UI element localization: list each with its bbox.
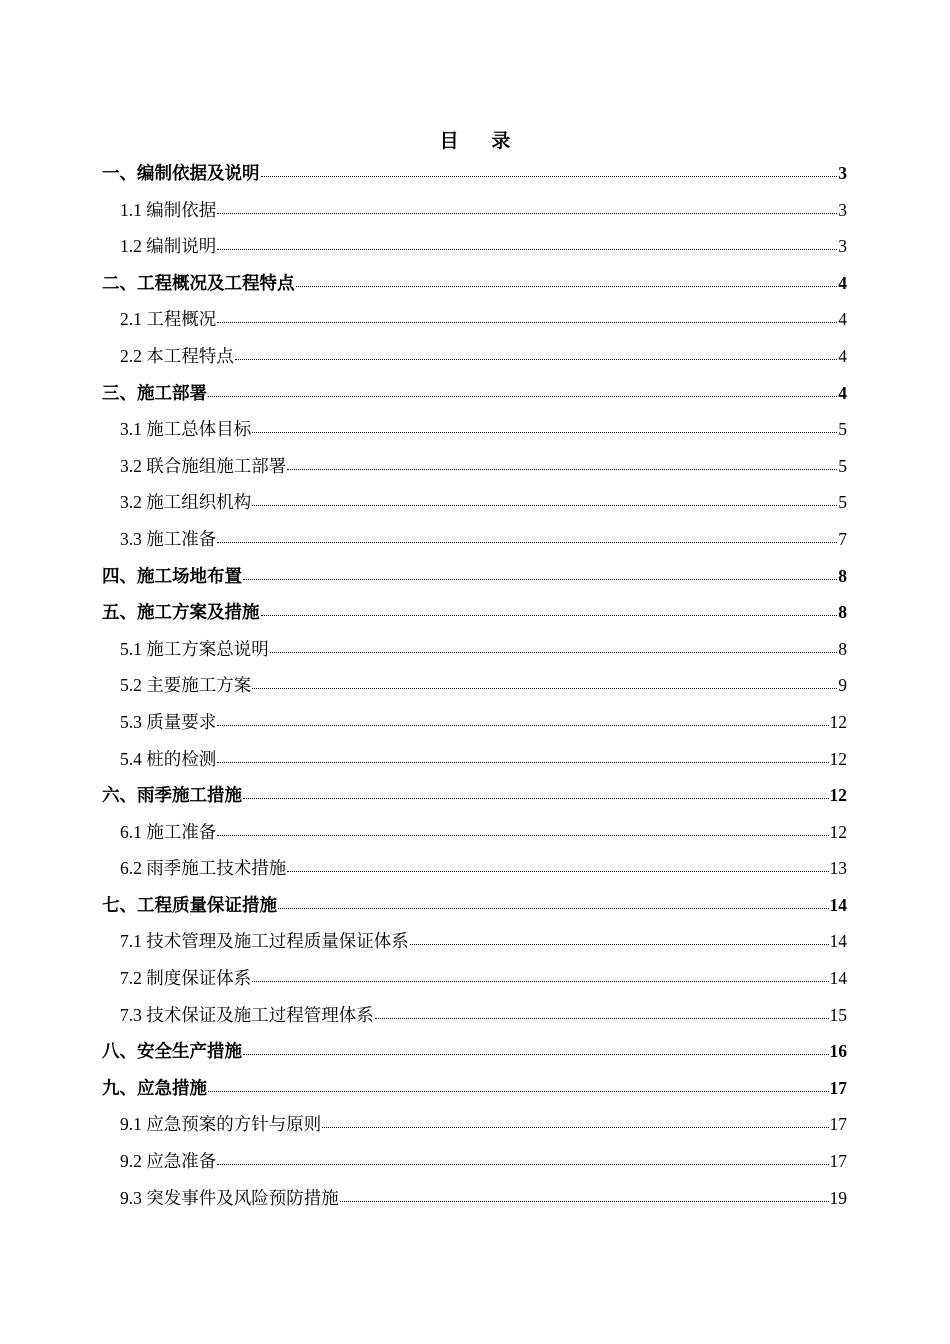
toc-entry-label: 二、工程概况及工程特点 [102,272,295,293]
toc-entry-label: 四、施工场地布置 [102,565,242,586]
toc-entry-label: 3.3 施工准备 [120,528,217,549]
toc-dot-leader [340,1200,829,1202]
toc-chapter-entry[interactable] [102,265,847,302]
toc-dot-leader [243,1053,829,1055]
toc-chapter-entry[interactable] [102,594,847,631]
toc-section-entry[interactable] [102,850,847,887]
toc-page-number: 3 [838,163,847,183]
toc-dot-leader [217,248,837,250]
toc-section-entry[interactable] [102,301,847,338]
toc-page-number: 8 [838,638,847,659]
toc-dot-leader [270,651,838,653]
toc-dot-leader [296,285,838,287]
toc-dot-leader [261,175,838,177]
toc-dot-leader [217,834,828,836]
toc-chapter-entry[interactable] [102,777,847,814]
toc-page-number: 5 [838,492,847,513]
table-of-contents [102,155,847,1216]
toc-entry-label: 1.1 编制依据 [120,199,217,220]
toc-entry-label: 9.3 突发事件及风险预防措施 [120,1187,339,1208]
toc-page-number: 12 [829,748,847,769]
toc-entry-label: 五、施工方案及措施 [102,602,260,623]
toc-section-entry[interactable] [102,484,847,521]
toc-dot-leader [252,431,837,433]
toc-section-entry[interactable] [102,923,847,960]
toc-entry-label: 5.2 主要施工方案 [120,675,252,696]
toc-section-entry[interactable] [102,667,847,704]
toc-dot-leader [252,504,837,506]
toc-entry-label: 7.2 制度保证体系 [120,968,252,989]
toc-page-number: 17 [829,1077,847,1098]
toc-chapter-entry[interactable] [102,1033,847,1070]
toc-entry-label: 9.1 应急预案的方针与原则 [120,1114,322,1135]
toc-dot-leader [217,724,828,726]
toc-page-number: 5 [838,455,847,476]
toc-entry-label: 一、编制依据及说明 [102,163,260,183]
toc-entry-label: 2.2 本工程特点 [120,345,234,366]
toc-entry-label: 2.1 工程概况 [120,309,217,330]
toc-chapter-entry[interactable] [102,375,847,412]
toc-entry-label: 7.1 技术管理及施工过程质量保证体系 [120,931,409,952]
toc-dot-leader [410,943,829,945]
toc-section-entry[interactable] [102,741,847,778]
toc-dot-leader [243,578,837,580]
toc-entry-label: 九、应急措施 [102,1077,207,1098]
toc-section-entry[interactable] [102,997,847,1034]
toc-entry-label: 六、雨季施工措施 [102,785,242,806]
toc-page-number: 12 [829,821,847,842]
toc-page-number: 14 [829,968,847,989]
toc-dot-leader [208,1090,829,1092]
toc-dot-leader [252,980,828,982]
toc-dot-leader [287,468,837,470]
toc-section-entry[interactable] [102,1106,847,1143]
toc-page-number: 16 [829,1041,847,1062]
toc-entry-label: 3.2 施工组织机构 [120,492,252,513]
toc-entry-label: 6.2 雨季施工技术措施 [120,858,287,879]
toc-chapter-entry[interactable] [102,558,847,595]
toc-page-number: 4 [838,382,847,403]
toc-dot-leader [208,395,837,397]
toc-page-number: 19 [829,1187,847,1208]
toc-page-number: 4 [838,345,847,366]
toc-dot-leader [375,1017,829,1019]
toc-page-number: 14 [829,931,847,952]
toc-title: 目 录 [439,131,525,152]
toc-section-entry[interactable] [102,411,847,448]
toc-page-number: 8 [838,565,847,586]
toc-section-entry[interactable] [102,521,847,558]
toc-entry-label: 三、施工部署 [102,382,207,403]
toc-page-number: 9 [838,675,847,696]
toc-chapter-entry[interactable] [102,1070,847,1107]
toc-entry-label: 1.2 编制说明 [120,236,217,257]
toc-section-entry[interactable] [102,448,847,485]
toc-page-number: 3 [838,236,847,257]
toc-entry-label: 7.3 技术保证及施工过程管理体系 [120,1004,374,1025]
toc-dot-leader [217,1163,828,1165]
toc-entry-label: 3.2 联合施组施工部署 [120,455,287,476]
toc-section-entry[interactable] [102,338,847,375]
toc-page-number: 4 [838,272,847,293]
toc-entry-label: 八、安全生产措施 [102,1041,242,1062]
toc-section-entry[interactable] [102,228,847,265]
toc-section-entry[interactable] [102,631,847,668]
toc-dot-leader [252,687,837,689]
toc-dot-leader [278,907,829,909]
toc-entry-label: 5.1 施工方案总说明 [120,638,269,659]
toc-section-entry[interactable] [102,192,847,229]
toc-section-entry[interactable] [102,814,847,851]
toc-section-entry[interactable] [102,1180,847,1217]
toc-entry-label: 5.4 桩的检测 [120,748,217,769]
toc-dot-leader [261,614,838,616]
toc-page-number: 14 [829,894,847,915]
toc-entry-label: 3.1 施工总体目标 [120,419,252,440]
toc-dot-leader [217,761,828,763]
toc-entry-label: 5.3 质量要求 [120,711,217,732]
toc-page-number: 17 [829,1151,847,1172]
toc-entry-label: 七、工程质量保证措施 [102,894,277,915]
toc-page-number: 12 [829,711,847,732]
toc-chapter-entry[interactable] [102,887,847,924]
toc-entry-label: 9.2 应急准备 [120,1151,217,1172]
toc-dot-leader [287,870,828,872]
toc-page-number: 4 [838,309,847,330]
toc-dot-leader [322,1126,828,1128]
toc-page-number: 5 [838,419,847,440]
toc-dot-leader [217,212,837,214]
toc-dot-leader [243,797,829,799]
toc-page-number: 7 [838,528,847,549]
toc-dot-leader [217,321,837,323]
toc-page-number: 12 [829,785,847,806]
toc-page-number: 15 [829,1004,847,1025]
toc-page-number: 17 [829,1114,847,1135]
toc-page-number: 8 [838,602,847,623]
toc-section-entry[interactable] [102,960,847,997]
toc-dot-leader [217,541,837,543]
toc-section-entry[interactable] [102,704,847,741]
toc-section-entry[interactable] [102,1143,847,1180]
toc-page-number: 13 [829,858,847,879]
toc-chapter-entry[interactable] [102,155,847,192]
toc-dot-leader [235,358,838,360]
toc-entry-label: 6.1 施工准备 [120,821,217,842]
toc-page-number: 3 [838,199,847,220]
